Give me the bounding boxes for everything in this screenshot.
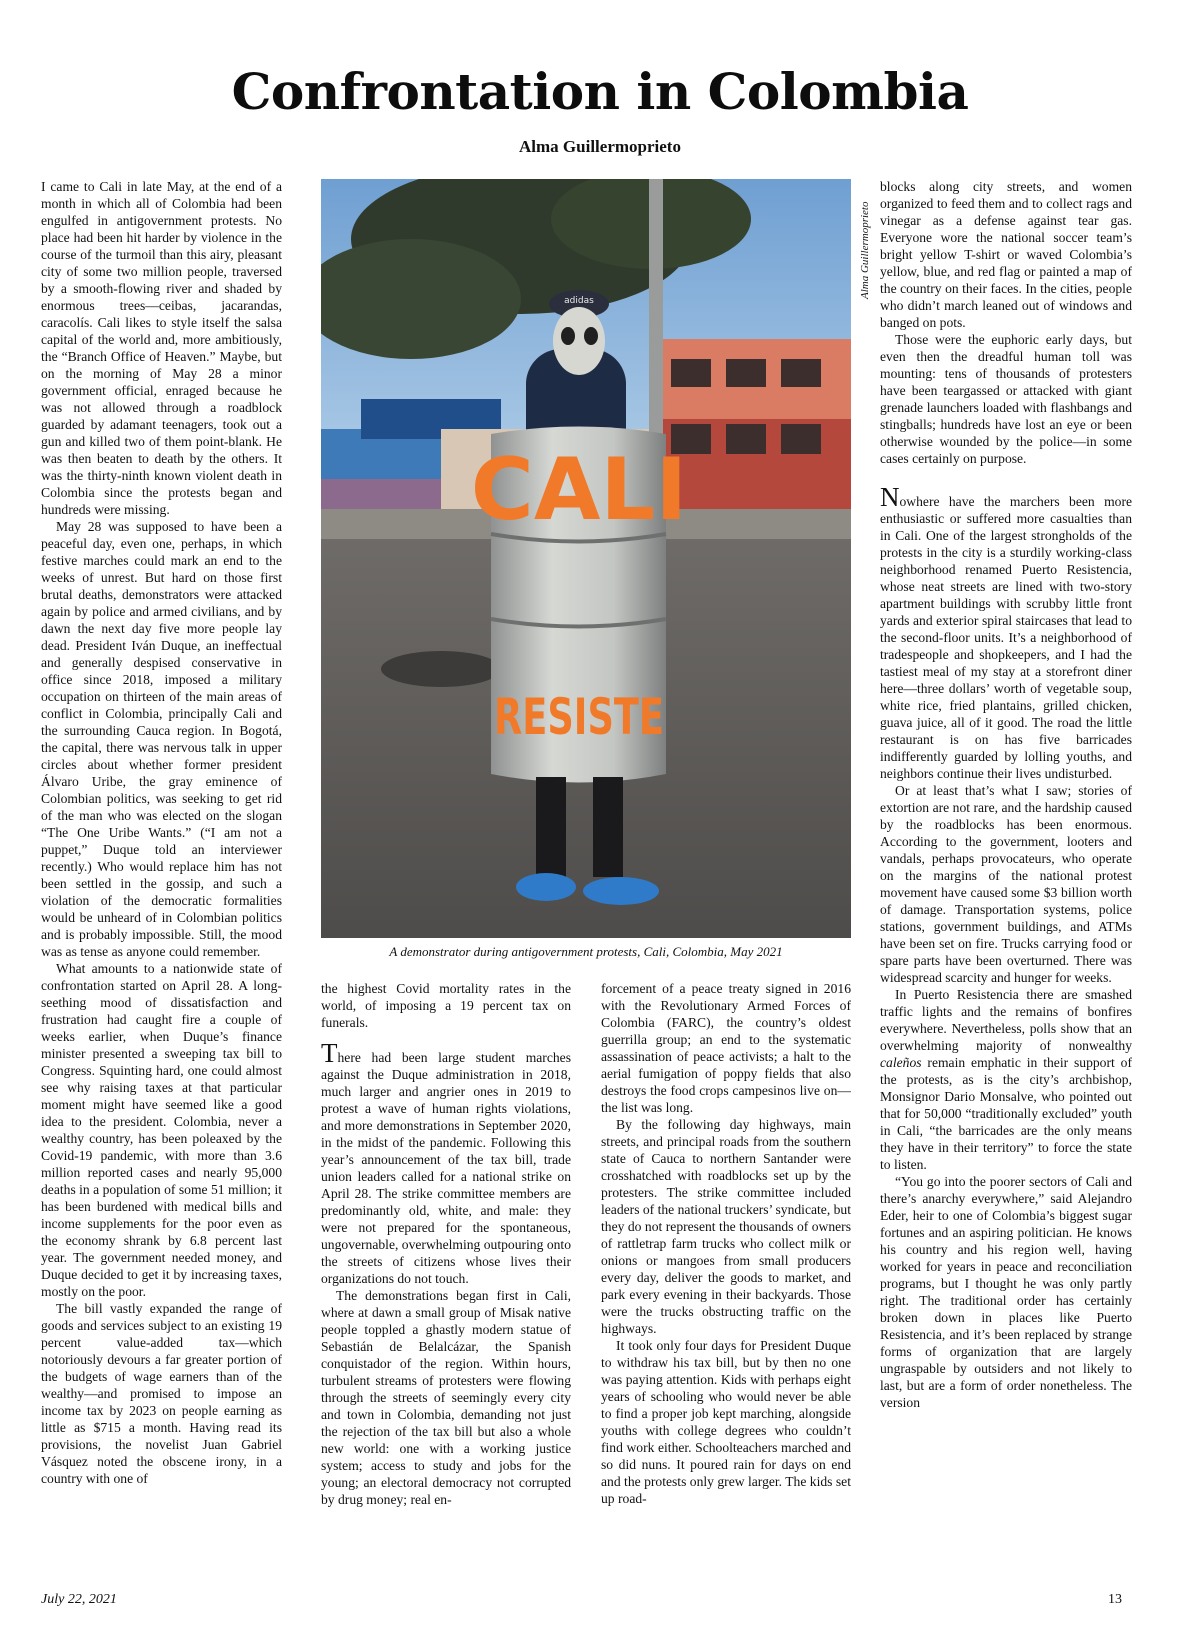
paragraph: The demonstrations began first in Cali, where at dawn a small group of Misak native people toppled a ghastly modern statue of Sebastián de Belalcázar, the Spanish conquistador of the region. Within hours, turbulent streams of protesters were flowing through the streets of seemingly every city and town in Colombia, demanding not just the rejection of the tax bill but also a whole new world: one with a working justice system; access to study and jobs for the young; an electoral democracy not corrupted by drug money; real en- (321, 1288, 571, 1507)
paragraph: “You go into the poorer sectors of Cali and there’s anarchy everywhere,” said Alejandro Eder, heir to one of Colombia’s biggest sugar fortunes and an aspiring politician. He knows his country and his region well, having worked for years in peace and reconciliation programs, but I thought he was only partly right. The traditional order has certainly broken down in places like Puerto Resistencia, and it’s been replaced by strange forms of organization that are largely ungraspable by outsiders and not likely to last, but are a form of order nonetheless. The version (880, 1174, 1132, 1410)
paragraph: Or at least that’s what I saw; stories of extortion are not rare, and the hardship caused by the roadblocks has been enormous. According to the government, looters and vandals, perhaps provocateurs, who operate on the margins of the national protest movement have caused some $3 billion worth of damage. Transportation systems, police stations, government buildings, and ATMs have been set on fire. Trucks carrying food or spare parts have been overturned. There was widespread scarcity and hunger for weeks. (880, 783, 1132, 985)
page-number: 13 (1108, 1592, 1122, 1607)
text-column-3 (601, 980, 851, 1570)
cap-logo: adidas (564, 296, 594, 306)
text-column-4 (880, 178, 1132, 1570)
paragraph: By the following day highways, main streets, and principal roads from the southern state of Cauca to northern Santander were crosshatched with roadblocks set up by the protesters. The strike committee included leaders of the national truckers’ syndicate, but they do not represent the thousands of owners of rattletrap farm trucks who collect milk or onions or mangoes from small producers every day, deliver the goods to market, and park every evening in their backyards. Those were the trucks obstructing traffic on the highways. (601, 1117, 851, 1336)
paragraph: Nowhere have the marchers been more enthusiastic or suffered more casualties than in Cali. One of the largest strongholds of the protests in the city is a sturdily working-class neighborhood renamed Puerto Resistencia, whose neat streets are lined with two-story apartment buildings with scrubby little front yards and exterior spiral staircases that lead to the second-floor units. It’s a neighborhood of tradespeople and shopkeepers, and I had the tastiest meal of my stay at a storefront diner here—three dollars’ worth of vegetable soup, white rice, fried plantains, grilled chicken, guava juice, all of it good. The road the little restaurant is on has five barricades indifferently guarded by lolling youths, and neighbors continue their lives undisturbed. (880, 482, 1132, 781)
article-title: Confrontation in Colombia (231, 62, 969, 121)
barrel-text-top: CALI (470, 440, 688, 540)
paragraph: The bill vastly expanded the range of goods and services subject to an existing 19 percent value-added tax—which notoriously devours a far greater portion of the budgets of wage earners than of the wealthy—and promised to impose an income tax by 2023 on people earning as little as $715 a month. Having read its provisions, the novelist Juan Gabriel Vásquez noted the obscene irony, in a country with one of (41, 1301, 282, 1486)
paragraph: What amounts to a nationwide state of confrontation started on April 28. A long-seething mood of dissatisfaction and frustration had caught fire a couple of weeks earlier, when Duque’s finance minister presented a sweeping tax bill to Congress. Squinting hard, one could almost see why raising taxes at that particular moment might have seemed like a good idea to the president. Colombia, never a wealthy country, has been poleaxed by the Covid-19 pandemic, with more than 3.6 million reported cases and nearly 95,000 deaths in a population of some 51 million; it has been burdened with medical bills and income supplements for the poor even as the economy shrank by 6.8 percent last year. The government needed money, and Duque decided to get it by increasing taxes, mostly on the poor. (41, 961, 282, 1299)
photo-credit: Alma Guillermoprieto (859, 201, 871, 299)
paragraph: It took only four days for President Duque to withdraw his tax bill, but by then no one was paying attention. Kids with perhaps eight years of schooling who would never be able to find a proper job kept marching, alongside youths with college degrees who couldn’t find work either. Schoolteachers marched and so did nuns. It poured rain for days on end and the protests only grew larger. The kids set up road- (601, 1338, 851, 1506)
paragraph: May 28 was supposed to have been a peaceful day, even one, perhaps, in which festive marches could mark an end to the weeks of unrest. But hard on those first brutal deaths, demonstrators were attacked again by police and armed civilians, and by dawn the next day five more people lay dead. President Iván Duque, an ineffectual and generally despised conservative in office since 2018, imposed a military occupation on thirteen of the main areas of conflict in Colombia, principally Cali and the surrounding Cauca region. In Bogotá, the capital, there was nervous talk in upper circles about whether former president Álvaro Uribe, the gray eminence of Colombian politics, was seeking to get rid of the man who was elected on the slogan “The One Uribe Wants.” (“I am not a puppet,” Duque told an interviewer recently.) Who would replace him has not been settled in the gossip, and such a violation of the democratic formalities would be unheard of in Colombian politics and is probably impossible. Still, the mood was as tense as anyone could remember. (41, 519, 282, 959)
text-column-1 (41, 178, 282, 1570)
issue-date: July 22, 2021 (41, 1592, 117, 1607)
paragraph: forcement of a peace treaty signed in 2016 with the Revolutionary Armed Forces of Colombia (FARC), the country’s oldest guerrilla group; an end to the systematic assassination of peace activists; a halt to the aerial fumigation of poppy fields that also destroys the food crops campesinos live on—the list was long. (601, 981, 851, 1115)
paragraph: There had been large student marches against the Duque administration in 2018, much larger and angrier ones in 2019 to protest a wave of human rights violations, and more demonstrations in September 2020, in the midst of the pandemic. Following this year’s announcement of the tax bill, trade union leaders called for a national strike on April 28. The strike committee members are predominantly old, white, and male: they were not prepared for the spontaneous, ungovernable, overwhelming outpouring onto the streets of citizens whose lives their organizations do not touch. (321, 1038, 571, 1286)
paragraph: the highest Covid mortality rates in the world, of imposing a 19 percent tax on funerals. (321, 981, 571, 1030)
author-byline: Alma Guillermoprieto (519, 137, 681, 156)
protest-photo (321, 179, 851, 938)
paragraph: blocks along city streets, and women organized to feed them and to collect rags and vinegar as a defense against tear gas. Everyone wore the national soccer team’s bright yellow T-shirt or waved Colombia’s yellow, blue, and red flag or painted a map of the country on their faces. In the cities, people who didn’t march leaned out of windows and banged on pots. (880, 179, 1132, 330)
photo-caption: A demonstrator during antigovernment protests, Cali, Colombia, May 2021 (389, 944, 783, 959)
text-column-2 (321, 980, 571, 1570)
barrel-text-bottom: RESISTE (494, 688, 664, 746)
paragraph: I came to Cali in late May, at the end of a month in which all of Colombia had been engulfed in antigovernment protests. No place had been hit harder by violence in the course of the turmoil than this airy, pleasant city of some two million people, traversed by a smooth-flowing river and shaded by enormous trees—ceibas, jacarandas, caracolís. Cali likes to style itself the salsa capital of the world and, more ambitiously, the “Branch Office of Heaven.” Maybe, but on the morning of May 28 a minor government official, enraged because he was not allowed through a roadblock guarded by adamant teenagers, took out a gun and killed two of them point-blank. He was then beaten to death by the others. It was the thirty-ninth known violent death in Colombia since the protests began and hundreds were missing. (41, 179, 282, 517)
initial-letter: N (880, 482, 900, 512)
initial-letter: T (321, 1038, 338, 1068)
paragraph: In Puerto Resistencia there are smashed traffic lights and the remains of bonfires everywhere. Nevertheless, polls show that an overwhelming majority of nonwealthy caleños remain emphatic in their support of the protests, as is the city’s archbishop, Monsignor Dario Monsalve, who pointed out that for 50,000 “traditionally excluded” youth in Cali, “the barricades are the only means they have in their territory” to force the state to listen. (880, 987, 1132, 1172)
paragraph: Those were the euphoric early days, but even then the dreadful human toll was mounting: tens of thousands of protesters have been teargassed or attacked with giant grenade launchers loaded with flashbangs and stingballs; hundreds have lost an eye or been otherwise wounded by the police—in some cases certainly on purpose. (880, 332, 1132, 466)
